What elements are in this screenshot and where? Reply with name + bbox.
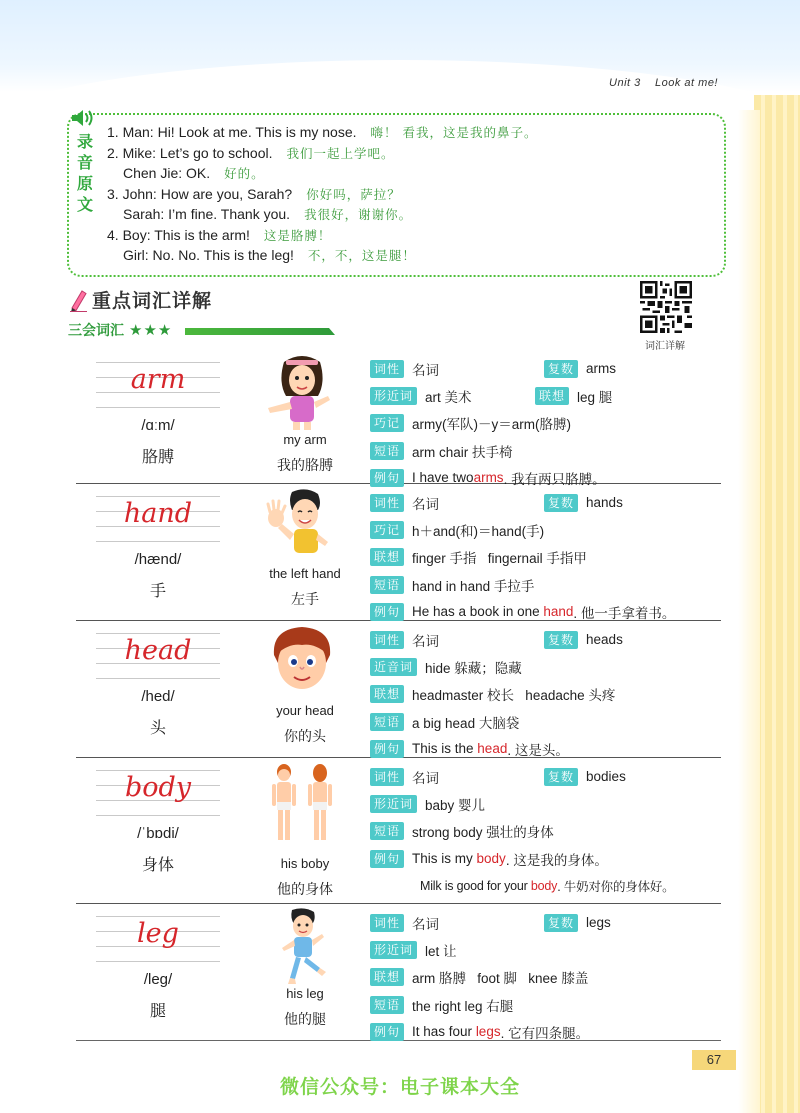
example-pre: It has four [412, 1024, 476, 1040]
tag-badge: 例句 [370, 469, 404, 487]
detail-row [370, 516, 720, 543]
vocab-entry-leg [76, 904, 721, 1041]
phonetic: /hænd/ [134, 551, 182, 568]
entry-details [370, 355, 720, 491]
tag-badge: 例句 [370, 850, 404, 868]
transcript-line [107, 163, 717, 184]
detail-value: let 让 [425, 943, 457, 959]
tag-badge: 联想 [370, 968, 404, 986]
tag-badge: 例句 [370, 740, 404, 758]
qr-label: 词汇详解 [645, 341, 685, 352]
page-edge-stack [754, 95, 800, 1113]
picture-caption-en: your head [276, 703, 334, 718]
entry-details [370, 626, 720, 762]
detail-row [370, 936, 720, 963]
line-zh: 这是胳膊！ [263, 227, 332, 243]
detail-row [370, 872, 720, 899]
tier-label: 三会词汇 [68, 322, 124, 338]
transcript-line [107, 122, 717, 143]
tag-badge: 复数 [544, 494, 578, 512]
vocab-entry-hand [76, 484, 721, 621]
meaning: 手 [149, 583, 166, 600]
transcript-label [77, 132, 93, 216]
boy-head-illustration [262, 623, 342, 703]
detail-row [370, 544, 720, 571]
transcript-lines [107, 122, 717, 266]
line-zh: 你好吗，萨拉？ [306, 186, 401, 202]
line-zh: 我很好，谢谢你。 [304, 207, 413, 222]
meaning: 腿 [149, 1003, 166, 1020]
transcript-line [107, 184, 717, 205]
detail-row [370, 763, 720, 790]
picture-caption-en: his leg [286, 986, 324, 1001]
example-post: . 牛奶对你的身体好。 [557, 879, 675, 894]
detail-value: bodies [586, 769, 626, 785]
transcript-label-char: 录 [77, 134, 94, 151]
example-highlight: body [476, 851, 506, 867]
line-en: 1. Man: Hi! Look at me. This is my nose. [107, 124, 357, 140]
running-header [609, 77, 718, 89]
example-post: . 它有四条腿。 [500, 1025, 590, 1041]
vocab-entry-head [76, 621, 721, 758]
line-en: 4. Boy: This is the arm! [107, 226, 250, 243]
line-zh: 嗨！ 看我，这是我的鼻子。 [370, 125, 538, 140]
tag-badge: 形近词 [370, 795, 417, 813]
detail-value: strong body 强壮的身体 [412, 825, 554, 841]
detail-row [370, 626, 720, 653]
tag-badge: 形近词 [370, 941, 417, 959]
tag-badge: 短语 [370, 996, 404, 1014]
detail-value: hide 躲藏；隐藏 [425, 660, 522, 676]
boy-raising-leg-illustration [262, 906, 342, 986]
example-highlight: hand [543, 604, 574, 620]
tag-badge: 短语 [370, 576, 404, 594]
detail-row [370, 790, 720, 817]
transcript-line [107, 204, 717, 225]
tag-badge: 词性 [370, 768, 404, 786]
page-number: 67 [692, 1050, 736, 1070]
section-title: 重点词汇详解 [92, 291, 213, 312]
picture-caption-zh: 左手 [291, 591, 319, 607]
line-en: Chen Jie: OK. [123, 165, 211, 181]
picture-caption-en: his boby [280, 856, 330, 871]
meaning: 身体 [141, 857, 174, 874]
picture-caption-zh: 他的腿 [284, 1011, 326, 1027]
line-en: Girl: No. No. This is the leg! [123, 247, 294, 263]
detail-value: baby 婴儿 [425, 797, 486, 813]
detail-row [370, 818, 720, 845]
example-pre: Milk is good for your [420, 878, 531, 893]
speaker-icon [70, 107, 98, 129]
detail-row [370, 382, 720, 409]
tag-badge: 例句 [370, 1023, 404, 1041]
pencil-icon [68, 288, 88, 312]
detail-value: legs [586, 915, 611, 931]
example-highlight: head [477, 741, 508, 757]
line-zh: 好的。 [224, 166, 265, 181]
example-pre: I have two [412, 470, 474, 486]
detail-value: leg 腿 [577, 389, 613, 405]
detail-row [370, 489, 720, 516]
tag-badge: 词性 [370, 631, 404, 649]
detail-row [370, 681, 720, 708]
picture-caption-en: my arm [283, 432, 327, 447]
detail-row [370, 437, 720, 464]
detail-value: heads [586, 632, 623, 648]
detail-row [370, 909, 720, 936]
vocab-word: arm [130, 364, 186, 395]
detail-value: hands [586, 495, 623, 511]
detail-value: headmaster 校长 headache 头疼 [412, 688, 616, 704]
phonetic: /leg/ [143, 971, 173, 988]
detail-row [370, 410, 720, 437]
detail-row [370, 653, 720, 680]
page-edge-fade [738, 110, 760, 1113]
tag-badge: 词性 [370, 494, 404, 512]
line-en: Sarah: I’m fine. Thank you. [123, 206, 291, 222]
line-en: 2. Mike: Let’s go to school. [107, 144, 273, 161]
detail-value: the right leg 右腿 [412, 998, 514, 1014]
detail-value: arm 胳膊 foot 脚 knee 膝盖 [412, 971, 589, 987]
tag-badge: 近音词 [370, 658, 417, 676]
lesson-label: Look at me! [655, 77, 718, 89]
detail-row [370, 571, 720, 598]
transcript-line [107, 225, 717, 246]
picture-caption-zh: 你的头 [284, 728, 326, 744]
transcript-label-char: 原 [77, 176, 94, 193]
tag-badge: 联想 [370, 685, 404, 703]
girl-pointing-arm-illustration [262, 352, 342, 432]
section-heading [68, 286, 212, 313]
example-highlight: body [530, 878, 558, 893]
tag-badge: 例句 [370, 603, 404, 621]
example-highlight: legs [475, 1024, 501, 1040]
detail-row [370, 355, 720, 382]
detail-value: finger 手指 fingernail 手指甲 [412, 551, 587, 567]
detail-value: art 美术 [425, 389, 472, 405]
entry-details [370, 489, 720, 625]
transcript-label-char: 文 [77, 197, 94, 214]
example-post: . 这是头。 [507, 742, 569, 758]
detail-value: 名词 [412, 496, 440, 512]
transcript-line [107, 245, 717, 266]
boy-waving-hand-illustration [262, 486, 342, 566]
tier-heading [68, 320, 172, 340]
meaning: 胳膊 [141, 449, 174, 466]
tier-stars: ★★★ [129, 322, 173, 339]
detail-row [370, 845, 720, 872]
tag-badge: 联想 [370, 548, 404, 566]
meaning: 头 [149, 720, 166, 737]
detail-value: arm chair 扶手椅 [412, 444, 513, 460]
footer-watermark: 微信公众号：电子课本大全 [279, 1077, 520, 1098]
detail-row [370, 1018, 720, 1045]
detail-value: hand in hand 手拉手 [412, 578, 535, 594]
detail-value: army(军队)－y＝arm(胳膊) [412, 417, 571, 433]
detail-value: 名词 [412, 770, 440, 786]
line-en: 3. John: How are you, Sarah? [107, 185, 293, 202]
detail-value: 名词 [412, 916, 440, 932]
tag-badge: 复数 [544, 631, 578, 649]
detail-value: h＋and(和)＝hand(手) [412, 523, 545, 539]
tag-badge: 形近词 [370, 387, 417, 405]
detail-row [370, 991, 720, 1018]
vocab-word: leg [137, 918, 179, 949]
tag-badge: 复数 [544, 360, 578, 378]
transcript-line [107, 143, 717, 164]
tag-badge: 复数 [544, 914, 578, 932]
example-pre: He has a book in one [412, 604, 544, 620]
tag-badge: 词性 [370, 914, 404, 932]
example-post: . 他一手拿着书。 [573, 605, 676, 621]
tag-badge: 巧记 [370, 521, 404, 539]
detail-value: 名词 [412, 362, 440, 378]
detail-row [370, 708, 720, 735]
example-post: . 这是我的身体。 [505, 852, 608, 868]
tag-badge: 词性 [370, 360, 404, 378]
unit-label: Unit 3 [609, 77, 641, 89]
picture-caption-zh: 我的胳膊 [277, 457, 333, 473]
detail-row [370, 964, 720, 991]
phonetic: /ˈbɒdi/ [137, 825, 179, 842]
body-front-back-illustration [262, 762, 342, 848]
transcript-label-char: 音 [77, 155, 94, 172]
tag-badge: 巧记 [370, 414, 404, 432]
example-post: . 我有两只胳膊。 [503, 471, 606, 487]
tag-badge: 短语 [370, 822, 404, 840]
qr-code-icon[interactable] [640, 281, 692, 333]
tag-badge: 联想 [535, 387, 569, 405]
tag-badge: 短语 [370, 713, 404, 731]
entry-details [370, 763, 720, 899]
tag-badge: 复数 [544, 768, 578, 786]
tag-badge: 短语 [370, 442, 404, 460]
phonetic: /ɑːm/ [141, 417, 175, 434]
picture-caption-zh: 他的身体 [277, 881, 333, 897]
vocab-word: hand [123, 498, 193, 529]
example-highlight: arms [473, 470, 504, 486]
example-pre: This is the [412, 741, 478, 757]
phonetic: /hed/ [141, 688, 175, 705]
vocab-entry-arm [76, 350, 721, 487]
tier-bar [185, 328, 335, 335]
picture-caption-en: the left hand [269, 566, 341, 581]
vocab-word: body [124, 772, 192, 803]
vocab-word: head [124, 635, 192, 666]
detail-value: arms [586, 361, 617, 377]
line-zh: 不，不，这是腿！ [307, 248, 416, 263]
detail-value: 名词 [412, 633, 440, 649]
line-zh: 我们一起上学吧。 [286, 145, 395, 161]
vocab-entry-body [76, 758, 721, 904]
example-pre: This is my [412, 851, 477, 867]
entry-details [370, 909, 720, 1045]
detail-value: a big head 大脑袋 [412, 715, 520, 731]
